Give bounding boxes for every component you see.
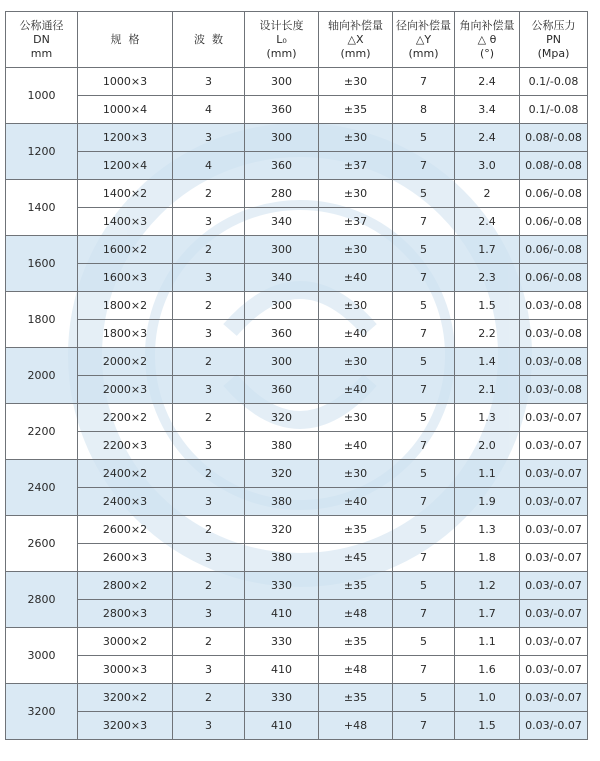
length-cell: 340 bbox=[245, 264, 319, 292]
table-row bbox=[6, 152, 588, 180]
angular-cell: 1.7 bbox=[455, 600, 520, 628]
spec-cell: 1000×3 bbox=[78, 68, 173, 96]
length-cell: 410 bbox=[245, 600, 319, 628]
pressure-cell: 0.03/-0.08 bbox=[520, 320, 588, 348]
waves-cell: 3 bbox=[173, 68, 245, 96]
radial-cell: 7 bbox=[393, 488, 455, 516]
spec-cell: 1000×4 bbox=[78, 96, 173, 124]
radial-cell: 5 bbox=[393, 404, 455, 432]
angular-cell: 1.3 bbox=[455, 516, 520, 544]
axial-cell: ±40 bbox=[319, 432, 393, 460]
axial-cell: ±30 bbox=[319, 292, 393, 320]
table-row bbox=[6, 516, 588, 544]
waves-cell: 2 bbox=[173, 292, 245, 320]
pressure-cell: 0.08/-0.08 bbox=[520, 152, 588, 180]
length-cell: 300 bbox=[245, 292, 319, 320]
length-cell: 300 bbox=[245, 236, 319, 264]
table-row bbox=[6, 544, 588, 572]
length-cell: 330 bbox=[245, 684, 319, 712]
spec-cell: 2400×2 bbox=[78, 460, 173, 488]
axial-cell: ±40 bbox=[319, 320, 393, 348]
axial-cell: ±45 bbox=[319, 544, 393, 572]
dn-cell: 2200 bbox=[6, 404, 78, 460]
pressure-cell: 0.03/-0.07 bbox=[520, 656, 588, 684]
length-cell: 320 bbox=[245, 404, 319, 432]
length-cell: 380 bbox=[245, 488, 319, 516]
spec-cell: 2200×2 bbox=[78, 404, 173, 432]
radial-cell: 5 bbox=[393, 684, 455, 712]
angular-cell: 1.0 bbox=[455, 684, 520, 712]
radial-cell: 5 bbox=[393, 292, 455, 320]
radial-cell: 7 bbox=[393, 544, 455, 572]
pressure-cell: 0.06/-0.08 bbox=[520, 180, 588, 208]
table-row bbox=[6, 292, 588, 320]
waves-cell: 3 bbox=[173, 600, 245, 628]
length-cell: 410 bbox=[245, 656, 319, 684]
header-waves: 波 数 bbox=[173, 12, 245, 68]
waves-cell: 2 bbox=[173, 628, 245, 656]
pressure-cell: 0.06/-0.08 bbox=[520, 236, 588, 264]
length-cell: 360 bbox=[245, 96, 319, 124]
waves-cell: 2 bbox=[173, 684, 245, 712]
dn-cell: 1600 bbox=[6, 236, 78, 292]
pressure-cell: 0.03/-0.07 bbox=[520, 516, 588, 544]
spec-cell: 3200×2 bbox=[78, 684, 173, 712]
table-row bbox=[6, 432, 588, 460]
waves-cell: 2 bbox=[173, 572, 245, 600]
axial-cell: ±30 bbox=[319, 68, 393, 96]
angular-cell: 2.4 bbox=[455, 124, 520, 152]
dn-cell: 1400 bbox=[6, 180, 78, 236]
axial-cell: ±35 bbox=[319, 628, 393, 656]
table-row bbox=[6, 376, 588, 404]
waves-cell: 3 bbox=[173, 488, 245, 516]
spec-cell: 2600×2 bbox=[78, 516, 173, 544]
dn-cell: 1200 bbox=[6, 124, 78, 180]
angular-cell: 2.2 bbox=[455, 320, 520, 348]
angular-cell: 1.6 bbox=[455, 656, 520, 684]
pressure-cell: 0.03/-0.08 bbox=[520, 292, 588, 320]
radial-cell: 7 bbox=[393, 712, 455, 740]
table-row bbox=[6, 96, 588, 124]
axial-cell: ±48 bbox=[319, 656, 393, 684]
length-cell: 320 bbox=[245, 460, 319, 488]
waves-cell: 3 bbox=[173, 712, 245, 740]
angular-cell: 2 bbox=[455, 180, 520, 208]
header-radial: 径向补偿量 △Y (mm) bbox=[393, 12, 455, 68]
table-row bbox=[6, 684, 588, 712]
pressure-cell: 0.1/-0.08 bbox=[520, 68, 588, 96]
length-cell: 320 bbox=[245, 516, 319, 544]
angular-cell: 3.0 bbox=[455, 152, 520, 180]
waves-cell: 2 bbox=[173, 516, 245, 544]
angular-cell: 2.4 bbox=[455, 68, 520, 96]
spec-cell: 2200×3 bbox=[78, 432, 173, 460]
pressure-cell: 0.03/-0.07 bbox=[520, 404, 588, 432]
radial-cell: 5 bbox=[393, 348, 455, 376]
angular-cell: 2.0 bbox=[455, 432, 520, 460]
radial-cell: 5 bbox=[393, 572, 455, 600]
axial-cell: ±30 bbox=[319, 124, 393, 152]
axial-cell: ±48 bbox=[319, 600, 393, 628]
table-row bbox=[6, 180, 588, 208]
pressure-cell: 0.06/-0.08 bbox=[520, 264, 588, 292]
header-axial: 轴向补偿量 △X (mm) bbox=[319, 12, 393, 68]
pressure-cell: 0.1/-0.08 bbox=[520, 96, 588, 124]
angular-cell: 1.1 bbox=[455, 460, 520, 488]
length-cell: 380 bbox=[245, 432, 319, 460]
axial-cell: ±40 bbox=[319, 488, 393, 516]
waves-cell: 3 bbox=[173, 124, 245, 152]
angular-cell: 3.4 bbox=[455, 96, 520, 124]
spec-cell: 2600×3 bbox=[78, 544, 173, 572]
waves-cell: 3 bbox=[173, 320, 245, 348]
dn-cell: 3000 bbox=[6, 628, 78, 684]
angular-cell: 2.4 bbox=[455, 208, 520, 236]
dn-cell: 1800 bbox=[6, 292, 78, 348]
pressure-cell: 0.03/-0.07 bbox=[520, 600, 588, 628]
spec-cell: 2000×2 bbox=[78, 348, 173, 376]
axial-cell: ±35 bbox=[319, 96, 393, 124]
axial-cell: +48 bbox=[319, 712, 393, 740]
angular-cell: 1.7 bbox=[455, 236, 520, 264]
radial-cell: 5 bbox=[393, 628, 455, 656]
radial-cell: 7 bbox=[393, 376, 455, 404]
axial-cell: ±40 bbox=[319, 264, 393, 292]
axial-cell: ±30 bbox=[319, 348, 393, 376]
pressure-cell: 0.03/-0.08 bbox=[520, 376, 588, 404]
header-spec: 规 格 bbox=[78, 12, 173, 68]
waves-cell: 3 bbox=[173, 432, 245, 460]
spec-cell: 2000×3 bbox=[78, 376, 173, 404]
length-cell: 360 bbox=[245, 320, 319, 348]
radial-cell: 7 bbox=[393, 432, 455, 460]
table-row bbox=[6, 600, 588, 628]
pressure-cell: 0.03/-0.07 bbox=[520, 712, 588, 740]
angular-cell: 1.5 bbox=[455, 292, 520, 320]
radial-cell: 7 bbox=[393, 68, 455, 96]
radial-cell: 5 bbox=[393, 180, 455, 208]
table-row bbox=[6, 348, 588, 376]
axial-cell: ±35 bbox=[319, 572, 393, 600]
axial-cell: ±30 bbox=[319, 404, 393, 432]
waves-cell: 4 bbox=[173, 96, 245, 124]
table-row bbox=[6, 628, 588, 656]
dn-cell: 1000 bbox=[6, 68, 78, 124]
angular-cell: 2.3 bbox=[455, 264, 520, 292]
angular-cell: 1.3 bbox=[455, 404, 520, 432]
length-cell: 300 bbox=[245, 68, 319, 96]
table-row bbox=[6, 320, 588, 348]
dn-cell: 2800 bbox=[6, 572, 78, 628]
angular-cell: 2.1 bbox=[455, 376, 520, 404]
waves-cell: 3 bbox=[173, 264, 245, 292]
waves-cell: 3 bbox=[173, 656, 245, 684]
radial-cell: 7 bbox=[393, 152, 455, 180]
axial-cell: ±35 bbox=[319, 684, 393, 712]
waves-cell: 2 bbox=[173, 460, 245, 488]
pressure-cell: 0.08/-0.08 bbox=[520, 124, 588, 152]
radial-cell: 5 bbox=[393, 460, 455, 488]
spec-cell: 2800×2 bbox=[78, 572, 173, 600]
table-row bbox=[6, 572, 588, 600]
pressure-cell: 0.06/-0.08 bbox=[520, 208, 588, 236]
table-row bbox=[6, 656, 588, 684]
spec-cell: 3200×3 bbox=[78, 712, 173, 740]
axial-cell: ±30 bbox=[319, 236, 393, 264]
spec-table bbox=[5, 11, 588, 740]
waves-cell: 2 bbox=[173, 236, 245, 264]
spec-cell: 2800×3 bbox=[78, 600, 173, 628]
header-length: 设计长度 L₀ (mm) bbox=[245, 12, 319, 68]
angular-cell: 1.8 bbox=[455, 544, 520, 572]
table-row bbox=[6, 488, 588, 516]
waves-cell: 2 bbox=[173, 404, 245, 432]
spec-cell: 2400×3 bbox=[78, 488, 173, 516]
spec-cell: 1200×3 bbox=[78, 124, 173, 152]
axial-cell: ±37 bbox=[319, 208, 393, 236]
pressure-cell: 0.03/-0.07 bbox=[520, 544, 588, 572]
header-row bbox=[6, 12, 588, 68]
radial-cell: 7 bbox=[393, 208, 455, 236]
length-cell: 330 bbox=[245, 628, 319, 656]
angular-cell: 1.4 bbox=[455, 348, 520, 376]
spec-cell: 1600×2 bbox=[78, 236, 173, 264]
table-row bbox=[6, 124, 588, 152]
table-row bbox=[6, 68, 588, 96]
spec-cell: 1400×3 bbox=[78, 208, 173, 236]
angular-cell: 1.2 bbox=[455, 572, 520, 600]
spec-cell: 1800×3 bbox=[78, 320, 173, 348]
length-cell: 340 bbox=[245, 208, 319, 236]
radial-cell: 5 bbox=[393, 516, 455, 544]
axial-cell: ±30 bbox=[319, 180, 393, 208]
waves-cell: 4 bbox=[173, 152, 245, 180]
length-cell: 330 bbox=[245, 572, 319, 600]
header-pressure: 公称压力 PN (Mpa) bbox=[520, 12, 588, 68]
waves-cell: 3 bbox=[173, 376, 245, 404]
length-cell: 410 bbox=[245, 712, 319, 740]
table-row bbox=[6, 264, 588, 292]
pressure-cell: 0.03/-0.07 bbox=[520, 572, 588, 600]
length-cell: 380 bbox=[245, 544, 319, 572]
pressure-cell: 0.03/-0.07 bbox=[520, 684, 588, 712]
length-cell: 360 bbox=[245, 376, 319, 404]
waves-cell: 3 bbox=[173, 208, 245, 236]
spec-cell: 1200×4 bbox=[78, 152, 173, 180]
pressure-cell: 0.03/-0.07 bbox=[520, 432, 588, 460]
radial-cell: 7 bbox=[393, 600, 455, 628]
length-cell: 360 bbox=[245, 152, 319, 180]
radial-cell: 7 bbox=[393, 264, 455, 292]
length-cell: 300 bbox=[245, 124, 319, 152]
waves-cell: 3 bbox=[173, 544, 245, 572]
angular-cell: 1.5 bbox=[455, 712, 520, 740]
spec-cell: 1800×2 bbox=[78, 292, 173, 320]
table-row bbox=[6, 712, 588, 740]
dn-cell: 2400 bbox=[6, 460, 78, 516]
spec-cell: 1400×2 bbox=[78, 180, 173, 208]
pressure-cell: 0.03/-0.07 bbox=[520, 628, 588, 656]
axial-cell: ±40 bbox=[319, 376, 393, 404]
dn-cell: 2000 bbox=[6, 348, 78, 404]
length-cell: 280 bbox=[245, 180, 319, 208]
pressure-cell: 0.03/-0.07 bbox=[520, 488, 588, 516]
axial-cell: ±37 bbox=[319, 152, 393, 180]
angular-cell: 1.9 bbox=[455, 488, 520, 516]
length-cell: 300 bbox=[245, 348, 319, 376]
angular-cell: 1.1 bbox=[455, 628, 520, 656]
radial-cell: 5 bbox=[393, 124, 455, 152]
table-row bbox=[6, 208, 588, 236]
radial-cell: 7 bbox=[393, 320, 455, 348]
waves-cell: 2 bbox=[173, 180, 245, 208]
table-row bbox=[6, 460, 588, 488]
spec-cell: 1600×3 bbox=[78, 264, 173, 292]
table-body bbox=[6, 68, 588, 740]
header-angular: 角向补偿量 △ θ (°) bbox=[455, 12, 520, 68]
dn-cell: 3200 bbox=[6, 684, 78, 740]
radial-cell: 7 bbox=[393, 656, 455, 684]
table-row bbox=[6, 404, 588, 432]
dn-cell: 2600 bbox=[6, 516, 78, 572]
table-row bbox=[6, 236, 588, 264]
radial-cell: 8 bbox=[393, 96, 455, 124]
spec-cell: 3000×3 bbox=[78, 656, 173, 684]
axial-cell: ±30 bbox=[319, 460, 393, 488]
pressure-cell: 0.03/-0.07 bbox=[520, 460, 588, 488]
axial-cell: ±35 bbox=[319, 516, 393, 544]
radial-cell: 5 bbox=[393, 236, 455, 264]
spec-cell: 3000×2 bbox=[78, 628, 173, 656]
waves-cell: 2 bbox=[173, 348, 245, 376]
header-dn: 公称通径 DN mm bbox=[6, 12, 78, 68]
pressure-cell: 0.03/-0.08 bbox=[520, 348, 588, 376]
